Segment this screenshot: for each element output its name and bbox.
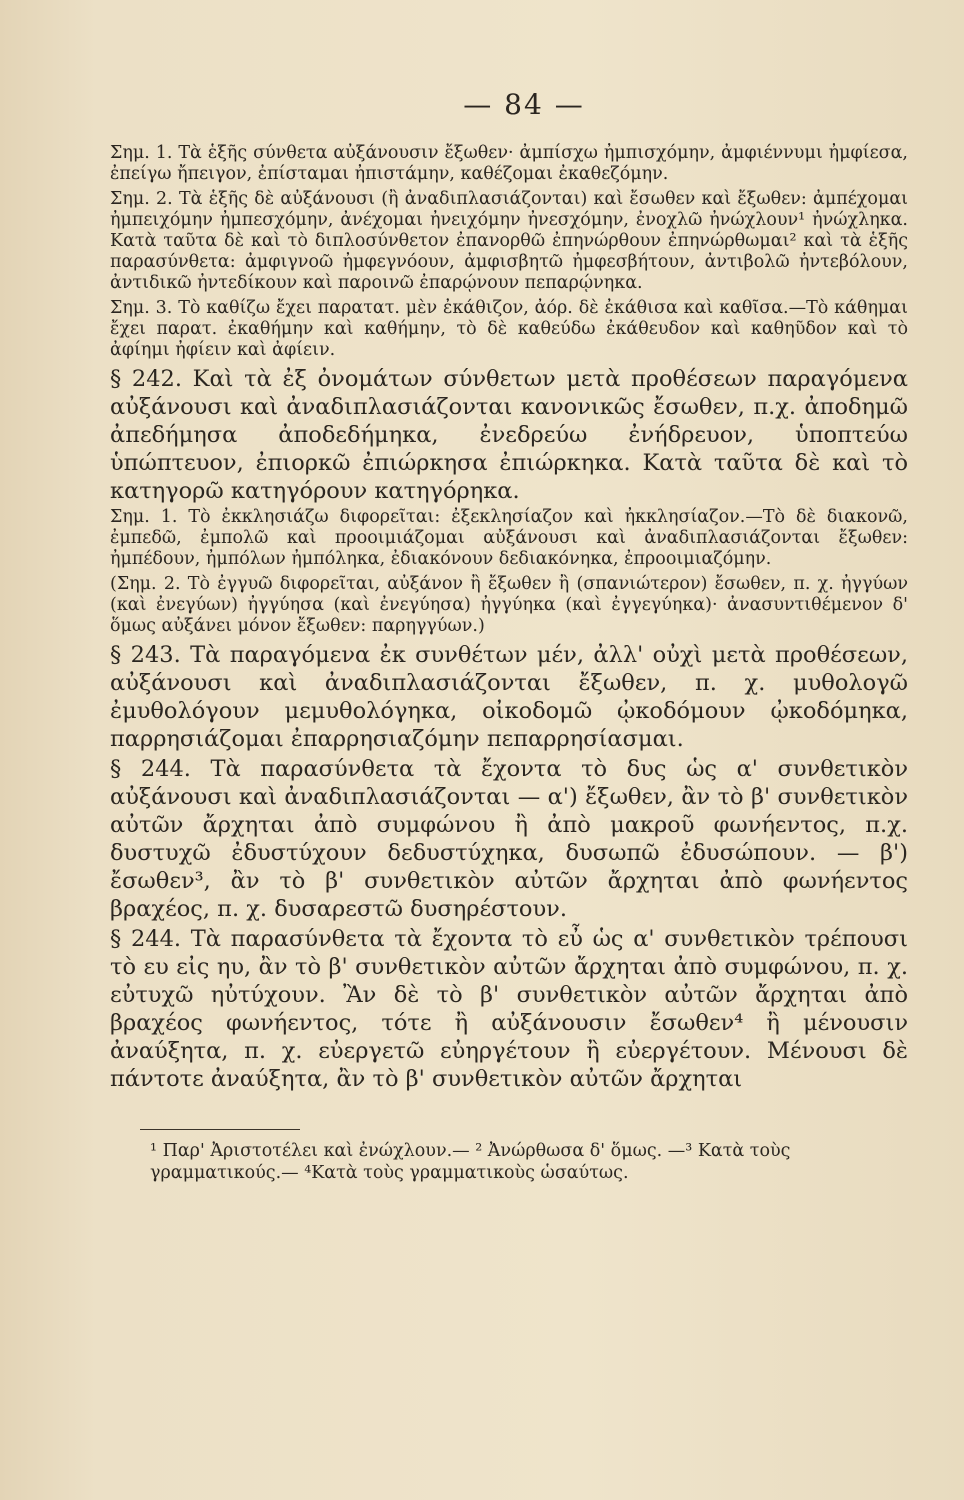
- footnote-line: ¹ Παρ' Ἀριστοτέλει καὶ ἐνώχλουν.— ² Ἀνώρθωσα δ' ὅμως. —³ Κατὰ τοὺς γραμματικούς.— ⁴Κατὰ τοὺς γραμματικοὺς ὡσαύτως.: [150, 1141, 791, 1183]
- section-242: [110, 365, 908, 505]
- remark-2: [110, 189, 908, 294]
- remark-text: Σημ. 1. Τὰ ἑξῆς σύνθετα αὐξάνουσιν ἔξωθεν· ἀμπίσχω ἠμπισχόμην, ἀμφιέννυμι ἠμφίεσα, ἐπείγω ἤπειγον, ἐπίσταμαι ἠπιστάμην, καθέζομαι ἐκαθεζόμην.: [110, 143, 908, 184]
- section-243: [110, 641, 908, 753]
- remark-3: [110, 298, 908, 361]
- remark-text: Σημ. 3. Τὸ καθίζω ἔχει παρατατ. μὲν ἐκάθιζον, ἀόρ. δὲ ἐκάθισα καὶ καθῖσα.—Τὸ κάθημαι ἔχει παρατ. ἐκαθήμην καὶ καθήμην, τὸ δὲ καθεύδω ἐκάθευδον καὶ καθηῦδον καὶ τὸ ἀφίημι ἠφίειν καὶ ἀφίειν.: [110, 298, 908, 360]
- remark-242-1: [110, 507, 908, 570]
- section-244-a: [110, 755, 908, 923]
- section-244-b: [110, 925, 908, 1093]
- remark-242-2: [110, 574, 908, 637]
- section-text: § 244. Τὰ παρασύνθετα τὰ ἔχοντα τὸ εὖ ὡς α' συνθετικὸν τρέπουσι τὸ ευ εἰς ηυ, ἂν τὸ β' συνθετικὸν αὐτῶν ἄρχηται ἀπὸ συμφώνου, π. χ. εὐτυχῶ ηὐτύχουν. Ἂν δὲ τὸ β' συνθετικὸν αὐτῶν ἄρχηται ἀπὸ βραχέος φωνήεντος, τότε ἢ αὐξάνουσιν ἔσωθεν⁴ ἢ μένουσιν ἀναύξητα, π. χ. εὐεργετῶ εὐηργέτουν ἢ εὐεργέτουν. Μένουσι δὲ πάντοτε ἀναύξητα, ἂν τὸ β' συνθετικὸν αὐτῶν ἄρχηται: [110, 926, 908, 1092]
- remark-1: [110, 143, 908, 185]
- page-number: — 84 —: [463, 88, 585, 121]
- remark-text: (Σημ. 2. Τὸ ἐγγυῶ διφορεῖται, αὐξάνον ἢ ἔξωθεν ἢ (σπανιώτερον) ἔσωθεν, π. χ. ἠγγύων (καὶ ἐνεγύων) ἠγγύησα (καὶ ἐνεγύησα) ἠγγύηκα (καὶ ἐγγεγύηκα)· ἀνασυντιθέμενον δ' ὅμως αὐξάνει μόνον ἔξωθεν: παρηγγύων.): [110, 574, 908, 636]
- section-text: § 242. Καὶ τὰ ἐξ ὀνομάτων σύνθετων μετὰ προθέσεων παραγόμενα αὐξάνουσι καὶ ἀναδιπλασιάζονται κανονικῶς ἔσωθεν, π.χ. ἀποδημῶ ἀπεδήμησα ἀποδεδήμηκα, ἐνεδρεύω ἐνήδρευον, ὑποπτεύω ὑπώπτευον, ἐπιορκῶ ἐπιώρκησα ἐπιώρκηκα. Κατὰ ταῦτα δὲ καὶ τὸ κατηγορῶ κατηγόρουν κατηγόρηκα.: [110, 366, 908, 504]
- remark-text: Σημ. 2. Τὰ ἑξῆς δὲ αὐξάνουσι (ἢ ἀναδιπλασιάζονται) καὶ ἔσωθεν καὶ ἔξωθεν: ἀμπέχομαι ἠμπειχόμην ἠμπεσχόμην, ἀνέχομαι ἠνειχόμην ἠνεσχόμην, ἐνοχλῶ ἠνώχλουν¹ ἠνώχληκα. Κατὰ ταῦτα δὲ καὶ τὸ διπλοσύνθετον ἐπανορθῶ ἐπηνώρθουν ἐπηνώρθωμαι² καὶ τὰ ἑξῆς παρασύνθετα: ἀμφιγνοῶ ἠμφεγνόουν, ἀμφισβητῶ ἠμφεσβήτουν, ἀντιβολῶ ἠντεβόλουν, ἀντιδικῶ ἠντεδίκουν καὶ παροινῶ ἐπαρῴνουν πεπαρῴνηκα.: [110, 189, 908, 293]
- section-text: § 243. Τὰ παραγόμενα ἐκ συνθέτων μέν, ἀλλ' οὐχὶ μετὰ προθέσεων, αὐξάνουσι καὶ ἀναδιπλασιάζονται ἔξωθεν, π. χ. μυθολογῶ ἐμυθολόγουν μεμυθολόγηκα, οἰκοδομῶ ᾠκοδόμουν ᾠκοδόμηκα, παρρησιάζομαι ἐπαρρησιαζόμην πεπαρρησίασμαι.: [110, 642, 908, 752]
- footnote-divider: [140, 1129, 300, 1130]
- remark-text: Σημ. 1. Τὸ ἐκκλησιάζω διφορεῖται: ἐξεκλησίαζον καὶ ἠκκλησίαζον.—Τὸ δὲ διακονῶ, ἐμπεδῶ, ἐμπολῶ καὶ προοιμιάζομαι αὐξάνουσι καὶ ἀναδιπλασιάζονται ἔξωθεν: ἠμπέδουν, ἠμπόλων ἠμπόληκα, ἐδιακόνουν δεδιακόνηκα, ἐπροοιμιαζόμην.: [110, 507, 908, 569]
- footnotes: [150, 1140, 908, 1184]
- section-text: § 244. Τὰ παρασύνθετα τὰ ἔχοντα τὸ δυς ὡς α' συνθετικὸν αὐξάνουσι καὶ ἀναδιπλασιάζονται — α') ἔξωθεν, ἂν τὸ β' συνθετικὸν αὐτῶν ἄρχηται ἀπὸ συμφώνου ἢ ἀπὸ μακροῦ φωνήεντος, π.χ. δυστυχῶ ἐδυστύχουν δεδυστύχηκα, δυσωπῶ ἐδυσώπουν. — β') ἔσωθεν³, ἂν τὸ β' συνθετικὸν αὐτῶν ἄρχηται ἀπὸ φωνήεντος βραχέος, π. χ. δυσαρεστῶ δυσηρέστουν.: [110, 756, 908, 922]
